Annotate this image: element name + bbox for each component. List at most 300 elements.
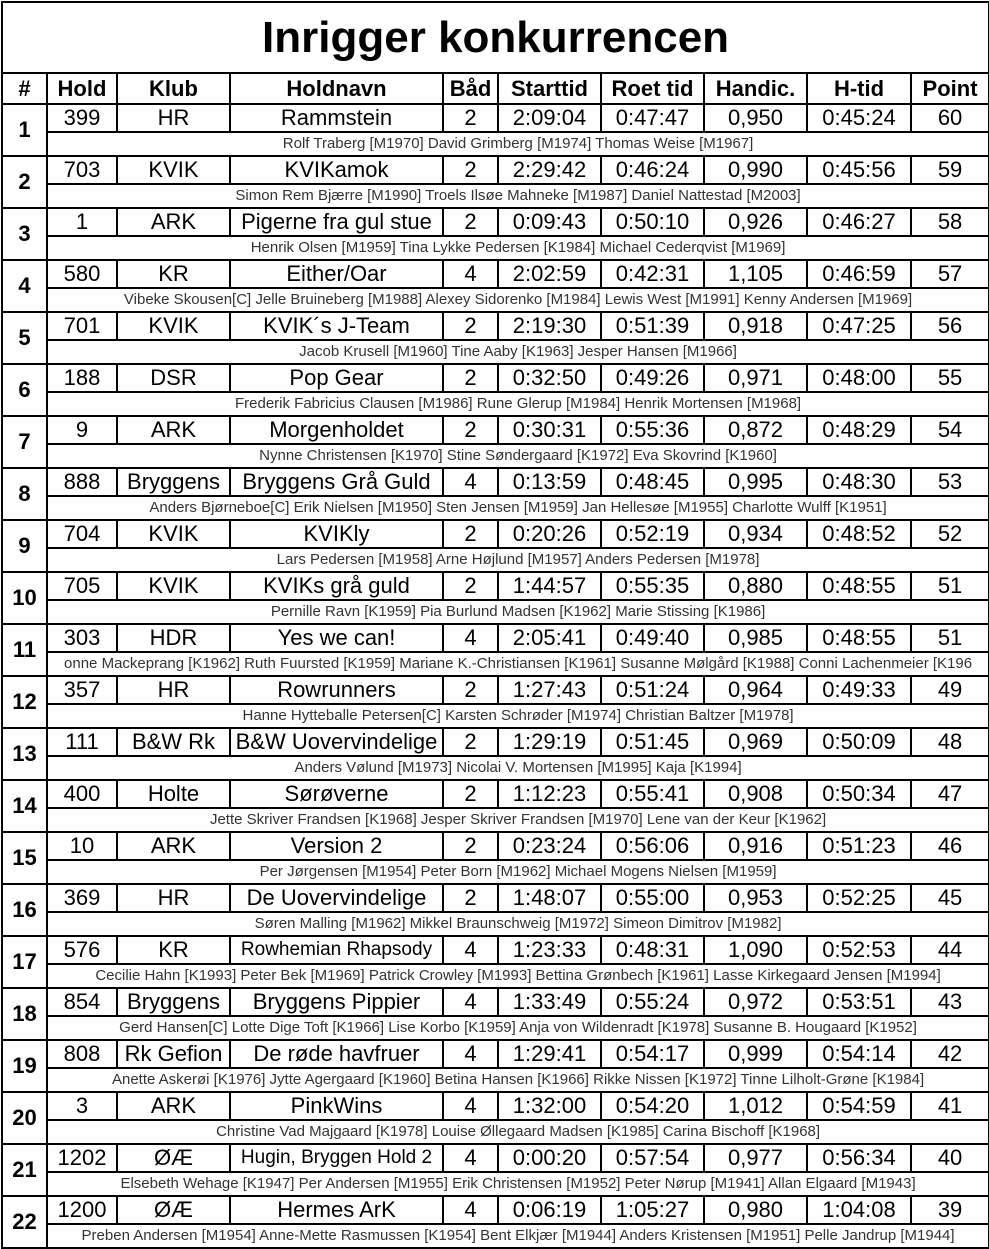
klub-cell: ARK [117, 832, 230, 860]
roet-tid-cell: 0:57:54 [601, 1144, 704, 1172]
point-cell: 43 [911, 988, 989, 1016]
baad-cell: 4 [443, 1196, 498, 1224]
handic-cell: 0,995 [704, 468, 807, 496]
rank-cell: 4 [2, 260, 47, 312]
klub-cell: Bryggens [117, 988, 230, 1016]
col-header-hold: Hold [47, 73, 117, 104]
crew-names: Frederik Fabricius Clausen [M1986] Rune Glerup [M1984] Henrik Mortensen [M1968] [235, 395, 802, 412]
klub-cell: Holte [117, 780, 230, 808]
holdnavn-cell: PinkWins [230, 1092, 443, 1120]
holdnavn-cell: Bryggens Grå Guld [230, 468, 443, 496]
h-tid-cell: 0:50:09 [807, 728, 911, 756]
h-tid-cell: 0:54:59 [807, 1092, 911, 1120]
point-cell: 45 [911, 884, 989, 912]
crew-row [2, 964, 989, 988]
hold-cell: 357 [47, 676, 117, 704]
table-row [2, 312, 989, 340]
crew-names: Rolf Traberg [M1970] David Grimberg [M1974] Thomas Weise [M1967] [282, 135, 754, 152]
point-cell: 40 [911, 1144, 989, 1172]
hold-cell: 303 [47, 624, 117, 652]
rank-cell: 17 [2, 936, 47, 988]
holdnavn-cell: De Uovervindelige [230, 884, 443, 912]
crew-row [2, 860, 989, 884]
klub-cell: HR [117, 104, 230, 132]
point-cell: 47 [911, 780, 989, 808]
handic-cell: 1,090 [704, 936, 807, 964]
starttid-cell: 1:27:43 [498, 676, 601, 704]
handic-cell: 0,985 [704, 624, 807, 652]
crew-cell [47, 1224, 989, 1248]
klub-cell: ØÆ [117, 1144, 230, 1172]
baad-cell: 2 [443, 312, 498, 340]
point-cell: 48 [911, 728, 989, 756]
table-row [2, 728, 989, 756]
baad-cell: 4 [443, 624, 498, 652]
crew-cell [47, 236, 989, 260]
baad-cell: 2 [443, 572, 498, 600]
holdnavn-cell: KVIKamok [230, 156, 443, 184]
baad-cell: 2 [443, 520, 498, 548]
crew-names: Jacob Krusell [M1960] Tine Aaby [K1963] Jesper Hansen [M1966] [299, 343, 737, 360]
hold-cell: 701 [47, 312, 117, 340]
table-row [2, 884, 989, 912]
crew-cell [47, 340, 989, 364]
h-tid-cell: 0:52:25 [807, 884, 911, 912]
rank-cell: 18 [2, 988, 47, 1040]
handic-cell: 0,969 [704, 728, 807, 756]
h-tid-cell: 0:56:34 [807, 1144, 911, 1172]
table-row [2, 260, 989, 288]
crew-cell [47, 756, 989, 780]
crew-names: Vibeke Skousen[C] Jelle Bruineberg [M1988] Alexey Sidorenko [M1984] Lewis West [M1991] Kenny Andersen [M1969] [123, 291, 913, 308]
table-row [2, 364, 989, 392]
header-row [2, 73, 989, 104]
rank-cell: 3 [2, 208, 47, 260]
point-cell: 53 [911, 468, 989, 496]
handic-cell: 0,950 [704, 104, 807, 132]
crew-row [2, 132, 989, 156]
results-table [1, 1, 989, 1249]
col-header-starttid: Starttid [498, 73, 601, 104]
handic-cell: 0,999 [704, 1040, 807, 1068]
starttid-cell: 0:00:20 [498, 1144, 601, 1172]
baad-cell: 2 [443, 832, 498, 860]
crew-cell [47, 392, 989, 416]
hold-cell: 400 [47, 780, 117, 808]
crew-row [2, 912, 989, 936]
roet-tid-cell: 0:51:24 [601, 676, 704, 704]
handic-cell: 0,872 [704, 416, 807, 444]
klub-cell: B&W Rk [117, 728, 230, 756]
starttid-cell: 1:29:19 [498, 728, 601, 756]
klub-cell: KVIK [117, 572, 230, 600]
klub-cell: HR [117, 884, 230, 912]
starttid-cell: 2:09:04 [498, 104, 601, 132]
rank-cell: 16 [2, 884, 47, 936]
rank-cell: 20 [2, 1092, 47, 1144]
klub-cell: KVIK [117, 156, 230, 184]
roet-tid-cell: 0:42:31 [601, 260, 704, 288]
crew-row [2, 704, 989, 728]
table-row [2, 676, 989, 704]
klub-cell: ARK [117, 416, 230, 444]
starttid-cell: 2:19:30 [498, 312, 601, 340]
baad-cell: 2 [443, 364, 498, 392]
baad-cell: 2 [443, 728, 498, 756]
crew-row [2, 496, 989, 520]
crew-row [2, 548, 989, 572]
crew-row [2, 1120, 989, 1144]
baad-cell: 4 [443, 260, 498, 288]
klub-cell: HDR [117, 624, 230, 652]
holdnavn-cell: Bryggens Pippier [230, 988, 443, 1016]
crew-row [2, 600, 989, 624]
crew-names: Christine Vad Majgaard [K1978] Louise Øllegaard Madsen [K1985] Carina Bischoff [K1968] [216, 1123, 821, 1140]
point-cell: 59 [911, 156, 989, 184]
crew-row [2, 236, 989, 260]
roet-tid-cell: 1:05:27 [601, 1196, 704, 1224]
point-cell: 52 [911, 520, 989, 548]
rank-cell: 15 [2, 832, 47, 884]
h-tid-cell: 0:48:30 [807, 468, 911, 496]
rank-cell: 2 [2, 156, 47, 208]
page-title: Inrigger konkurrencen [2, 2, 989, 73]
h-tid-cell: 0:51:23 [807, 832, 911, 860]
starttid-cell: 1:33:49 [498, 988, 601, 1016]
rank-cell: 12 [2, 676, 47, 728]
holdnavn-cell: KVIK´s J-Team [230, 312, 443, 340]
baad-cell: 2 [443, 780, 498, 808]
starttid-cell: 0:13:59 [498, 468, 601, 496]
holdnavn-cell: Rowrunners [230, 676, 443, 704]
crew-names: Anders Bjørneboe[C] Erik Nielsen [M1950] Sten Jensen [M1959] Jan Hellesøe [M1955] Charlotte Wulff [K1951] [149, 499, 887, 516]
crew-cell [47, 444, 989, 468]
rank-cell: 19 [2, 1040, 47, 1092]
roet-tid-cell: 0:54:20 [601, 1092, 704, 1120]
klub-cell: Bryggens [117, 468, 230, 496]
table-row [2, 1144, 989, 1172]
crew-names: Elsebeth Wehage [K1947] Per Andersen [M1955] Erik Christensen [M1952] Peter Nørup [M1941] Allan Elgaard [M1943] [120, 1175, 916, 1192]
klub-cell: KVIK [117, 312, 230, 340]
starttid-cell: 1:44:57 [498, 572, 601, 600]
starttid-cell: 0:20:26 [498, 520, 601, 548]
crew-row [2, 652, 989, 676]
handic-cell: 0,918 [704, 312, 807, 340]
starttid-cell: 2:29:42 [498, 156, 601, 184]
table-row [2, 1196, 989, 1224]
crew-row [2, 340, 989, 364]
baad-cell: 2 [443, 156, 498, 184]
holdnavn-cell: Yes we can! [230, 624, 443, 652]
table-row [2, 468, 989, 496]
point-cell: 41 [911, 1092, 989, 1120]
crew-cell [47, 964, 989, 988]
h-tid-cell: 0:48:52 [807, 520, 911, 548]
handic-cell: 1,012 [704, 1092, 807, 1120]
h-tid-cell: 0:48:00 [807, 364, 911, 392]
hold-cell: 1202 [47, 1144, 117, 1172]
roet-tid-cell: 0:54:17 [601, 1040, 704, 1068]
h-tid-cell: 0:53:51 [807, 988, 911, 1016]
klub-cell: KVIK [117, 520, 230, 548]
hold-cell: 188 [47, 364, 117, 392]
klub-cell: Rk Gefion [117, 1040, 230, 1068]
hold-cell: 1200 [47, 1196, 117, 1224]
crew-names: Hanne Hytteballe Petersen[C] Karsten Schrøder [M1974] Christian Baltzer [M1978] [242, 707, 794, 724]
point-cell: 44 [911, 936, 989, 964]
holdnavn-cell: Pigerne fra gul stue [230, 208, 443, 236]
rank-cell: 8 [2, 468, 47, 520]
rank-cell: 7 [2, 416, 47, 468]
holdnavn-cell: De røde havfruer [230, 1040, 443, 1068]
col-header-baad: Båd [443, 73, 498, 104]
starttid-cell: 1:23:33 [498, 936, 601, 964]
table-row [2, 520, 989, 548]
klub-cell: ØÆ [117, 1196, 230, 1224]
table-row [2, 1092, 989, 1120]
crew-cell [47, 548, 989, 572]
roet-tid-cell: 0:55:24 [601, 988, 704, 1016]
h-tid-cell: 0:52:53 [807, 936, 911, 964]
hold-cell: 703 [47, 156, 117, 184]
crew-names: Nynne Christensen [K1970] Stine Søndergaard [K1972] Eva Skovrind [K1960] [259, 447, 777, 464]
point-cell: 39 [911, 1196, 989, 1224]
rank-cell: 5 [2, 312, 47, 364]
h-tid-cell: 0:48:29 [807, 416, 911, 444]
col-header-h-tid: H-tid [807, 73, 911, 104]
table-row [2, 104, 989, 132]
starttid-cell: 0:32:50 [498, 364, 601, 392]
handic-cell: 0,980 [704, 1196, 807, 1224]
crew-cell [47, 652, 989, 676]
roet-tid-cell: 0:48:45 [601, 468, 704, 496]
hold-cell: 854 [47, 988, 117, 1016]
crew-names: Cecilie Hahn [K1993] Peter Bek [M1969] Patrick Crowley [M1993] Bettina Grønbech [K1961] Lasse Kirkegaard Jensen [M1994] [95, 967, 941, 984]
hold-cell: 704 [47, 520, 117, 548]
h-tid-cell: 0:46:27 [807, 208, 911, 236]
baad-cell: 2 [443, 104, 498, 132]
holdnavn-cell: Version 2 [230, 832, 443, 860]
starttid-cell: 0:06:19 [498, 1196, 601, 1224]
h-tid-cell: 0:50:34 [807, 780, 911, 808]
crew-names: Preben Andersen [M1954] Anne-Mette Rasmussen [K1954] Bent Elkjær [M1944] Anders Kristensen [M1951] Pelle Jandrup [M1944] [81, 1227, 955, 1244]
rank-cell: 6 [2, 364, 47, 416]
klub-cell: DSR [117, 364, 230, 392]
h-tid-cell: 1:04:08 [807, 1196, 911, 1224]
hold-cell: 888 [47, 468, 117, 496]
holdnavn-cell: Rowhemian Rhapsody [230, 936, 443, 964]
roet-tid-cell: 0:55:41 [601, 780, 704, 808]
rank-cell: 1 [2, 104, 47, 156]
crew-cell [47, 1016, 989, 1040]
starttid-cell: 0:30:31 [498, 416, 601, 444]
baad-cell: 2 [443, 676, 498, 704]
point-cell: 42 [911, 1040, 989, 1068]
starttid-cell: 1:32:00 [498, 1092, 601, 1120]
h-tid-cell: 0:48:55 [807, 624, 911, 652]
point-cell: 60 [911, 104, 989, 132]
hold-cell: 808 [47, 1040, 117, 1068]
table-row [2, 780, 989, 808]
col-header-holdnavn: Holdnavn [230, 73, 443, 104]
crew-cell [47, 600, 989, 624]
handic-cell: 0,972 [704, 988, 807, 1016]
crew-names: Gerd Hansen[C] Lotte Dige Toft [K1966] Lise Korbo [K1959] Anja von Wildenradt [K1978] Susanne B. Hougaard [K1952] [119, 1019, 917, 1036]
crew-names: Jette Skriver Frandsen [K1968] Jesper Skriver Frandsen [M1970] Lene van der Keur [K1962] [209, 811, 827, 828]
starttid-cell: 1:48:07 [498, 884, 601, 912]
crew-row [2, 1068, 989, 1092]
crew-cell [47, 1068, 989, 1092]
roet-tid-cell: 0:55:00 [601, 884, 704, 912]
crew-cell [47, 912, 989, 936]
crew-names: onne Mackeprang [K1962] Ruth Fuursted [K1959] Mariane K.-Christiansen [K1961] Susanne Mølgård [K1988] Conni Lachenmeier [K196 [64, 655, 973, 672]
rank-cell: 10 [2, 572, 47, 624]
rank-cell: 22 [2, 1196, 47, 1248]
rank-cell: 9 [2, 520, 47, 572]
crew-names: Henrik Olsen [M1959] Tina Lykke Pedersen [K1984] Michael Cederqvist [M1969] [250, 239, 786, 256]
starttid-cell: 2:05:41 [498, 624, 601, 652]
crew-row [2, 808, 989, 832]
table-row [2, 832, 989, 860]
table-row [2, 624, 989, 652]
starttid-cell: 0:23:24 [498, 832, 601, 860]
crew-row [2, 756, 989, 780]
crew-row [2, 392, 989, 416]
baad-cell: 4 [443, 1040, 498, 1068]
holdnavn-cell: Morgenholdet [230, 416, 443, 444]
rank-cell: 13 [2, 728, 47, 780]
col-header-handic: Handic. [704, 73, 807, 104]
h-tid-cell: 0:45:24 [807, 104, 911, 132]
crew-cell [47, 1120, 989, 1144]
crew-cell [47, 860, 989, 884]
h-tid-cell: 0:45:56 [807, 156, 911, 184]
crew-row [2, 1224, 989, 1248]
holdnavn-cell: KVIKly [230, 520, 443, 548]
holdnavn-cell: Sørøverne [230, 780, 443, 808]
baad-cell: 4 [443, 1144, 498, 1172]
handic-cell: 0,971 [704, 364, 807, 392]
hold-cell: 705 [47, 572, 117, 600]
handic-cell: 0,990 [704, 156, 807, 184]
holdnavn-cell: Pop Gear [230, 364, 443, 392]
handic-cell: 0,953 [704, 884, 807, 912]
crew-names: Anders Vølund [M1973] Nicolai V. Mortensen [M1995] Kaja [K1994] [294, 759, 742, 776]
klub-cell: HR [117, 676, 230, 704]
roet-tid-cell: 0:51:39 [601, 312, 704, 340]
col-header-rank: # [2, 73, 47, 104]
h-tid-cell: 0:47:25 [807, 312, 911, 340]
baad-cell: 4 [443, 936, 498, 964]
roet-tid-cell: 0:47:47 [601, 104, 704, 132]
point-cell: 51 [911, 572, 989, 600]
point-cell: 54 [911, 416, 989, 444]
crew-row [2, 1172, 989, 1196]
baad-cell: 2 [443, 416, 498, 444]
hold-cell: 1 [47, 208, 117, 236]
crew-row [2, 1016, 989, 1040]
handic-cell: 0,908 [704, 780, 807, 808]
hold-cell: 111 [47, 728, 117, 756]
table-row [2, 936, 989, 964]
roet-tid-cell: 0:51:45 [601, 728, 704, 756]
hold-cell: 399 [47, 104, 117, 132]
starttid-cell: 1:12:23 [498, 780, 601, 808]
point-cell: 51 [911, 624, 989, 652]
starttid-cell: 0:09:43 [498, 208, 601, 236]
roet-tid-cell: 0:50:10 [601, 208, 704, 236]
table-row [2, 572, 989, 600]
roet-tid-cell: 0:48:31 [601, 936, 704, 964]
crew-row [2, 288, 989, 312]
crew-cell [47, 288, 989, 312]
roet-tid-cell: 0:49:26 [601, 364, 704, 392]
point-cell: 55 [911, 364, 989, 392]
baad-cell: 4 [443, 468, 498, 496]
h-tid-cell: 0:49:33 [807, 676, 911, 704]
crew-names: Lars Pedersen [M1958] Arne Højlund [M1957] Anders Pedersen [M1978] [276, 551, 760, 568]
holdnavn-cell: Rammstein [230, 104, 443, 132]
hold-cell: 9 [47, 416, 117, 444]
table-row [2, 1040, 989, 1068]
hold-cell: 3 [47, 1092, 117, 1120]
roet-tid-cell: 0:49:40 [601, 624, 704, 652]
table-row [2, 208, 989, 236]
holdnavn-cell: Hugin, Bryggen Hold 2 [230, 1144, 443, 1172]
table-row [2, 156, 989, 184]
rank-cell: 11 [2, 624, 47, 676]
baad-cell: 2 [443, 884, 498, 912]
crew-cell [47, 704, 989, 728]
handic-cell: 1,105 [704, 260, 807, 288]
crew-names: Søren Malling [M1962] Mikkel Braunschweig [M1972] Simeon Dimitrov [M1982] [254, 915, 782, 932]
handic-cell: 0,934 [704, 520, 807, 548]
h-tid-cell: 0:46:59 [807, 260, 911, 288]
hold-cell: 369 [47, 884, 117, 912]
crew-names: Per Jørgensen [M1954] Peter Born [M1962] Michael Mogens Nielsen [M1959] [259, 863, 777, 880]
table-row [2, 988, 989, 1016]
starttid-cell: 1:29:41 [498, 1040, 601, 1068]
rank-cell: 14 [2, 780, 47, 832]
rank-cell: 21 [2, 1144, 47, 1196]
col-header-point: Point [911, 73, 989, 104]
handic-cell: 0,916 [704, 832, 807, 860]
crew-cell [47, 496, 989, 520]
point-cell: 56 [911, 312, 989, 340]
crew-cell [47, 184, 989, 208]
crew-cell [47, 1172, 989, 1196]
point-cell: 57 [911, 260, 989, 288]
handic-cell: 0,964 [704, 676, 807, 704]
crew-names: Pernille Ravn [K1959] Pia Burlund Madsen [K1962] Marie Stissing [K1986] [270, 603, 766, 620]
holdnavn-cell: B&W Uovervindelige [230, 728, 443, 756]
crew-row [2, 184, 989, 208]
hold-cell: 10 [47, 832, 117, 860]
handic-cell: 0,926 [704, 208, 807, 236]
roet-tid-cell: 0:52:19 [601, 520, 704, 548]
klub-cell: ARK [117, 1092, 230, 1120]
klub-cell: ARK [117, 208, 230, 236]
table-row [2, 416, 989, 444]
hold-cell: 576 [47, 936, 117, 964]
baad-cell: 4 [443, 1092, 498, 1120]
handic-cell: 0,977 [704, 1144, 807, 1172]
holdnavn-cell: KVIKs grå guld [230, 572, 443, 600]
col-header-roet-tid: Roet tid [601, 73, 704, 104]
klub-cell: KR [117, 260, 230, 288]
handic-cell: 0,880 [704, 572, 807, 600]
h-tid-cell: 0:54:14 [807, 1040, 911, 1068]
